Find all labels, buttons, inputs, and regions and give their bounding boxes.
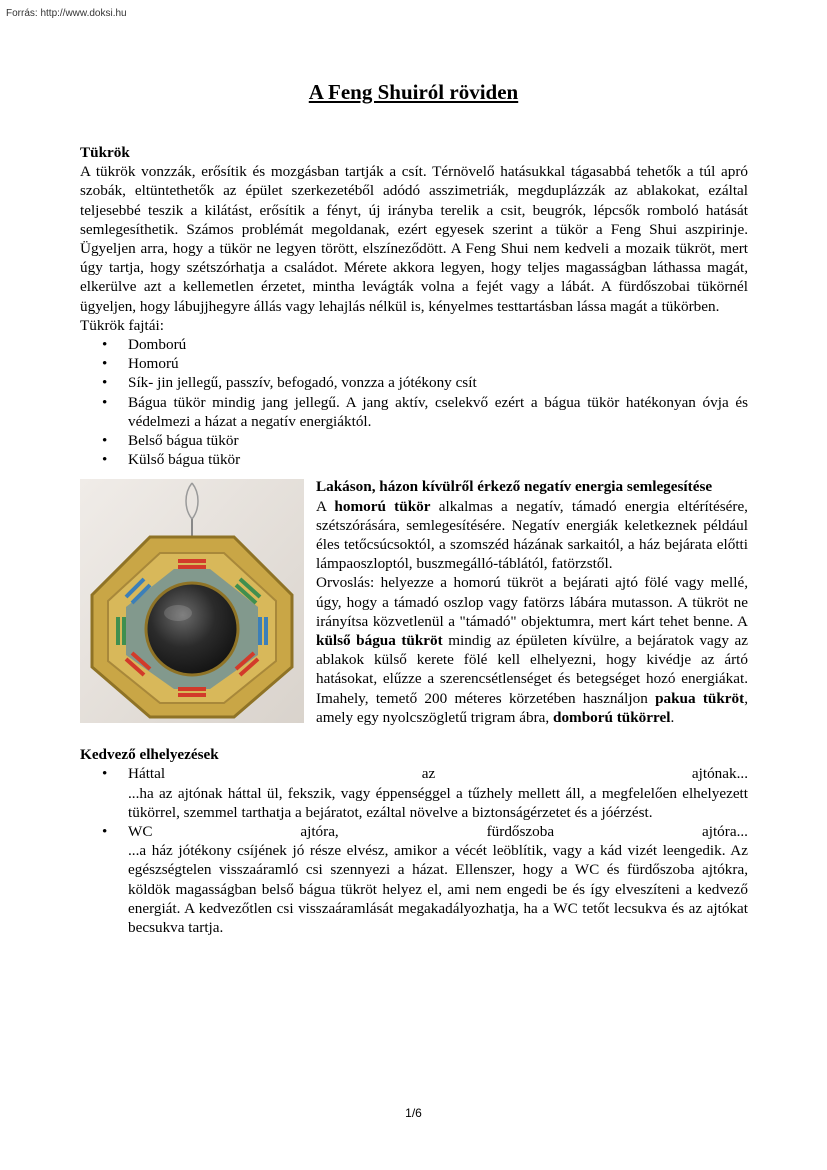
- section-heading-placements: Kedvező elhelyezések: [80, 746, 219, 764]
- text-run: .: [670, 708, 675, 726]
- text-run: • WC: [128, 822, 153, 840]
- text-run: az: [421, 765, 436, 783]
- page-number: 1/6: [405, 1106, 422, 1120]
- bold-term: pakua tükröt: [655, 689, 745, 707]
- item-text: ...a ház jótékony csíjének jó része elvész, amikor a vécét leöblítik, vagy a kád vizét leengedik. Az egészségtelen visszaáramló csi szennyezi a házat. Ellenszer, hogy a WC és fürdőszoba ajtókra, köldök magasságban belső bágua tükröt helyez el, ami nem engedi be és így elveszíteni a kedvező energiát. A kedvezőtlen csi visszaáramlását megakadályozhatja, ha a WC tetőt lecsukva és az ajtókat becsukva tartja.: [128, 842, 748, 936]
- item-title-line: [128, 764, 748, 783]
- item-text: ...ha az ajtónak háttal ül, fekszik, vagy éppenséggel a tűzhely mellett áll, a megfelelően elhelyezett tükörrel, szemmel tarthatja a bejáratot, ezáltal növelve a biztonságérzetet és a jóérzést.: [128, 784, 748, 821]
- section-heading-mirrors: Tükrök: [80, 144, 130, 161]
- mirror-types-list: [80, 335, 748, 469]
- bagua-mirror-picture: [80, 479, 304, 723]
- text-run: A: [316, 497, 335, 515]
- text-run: , amely egy nyolcszögletű trigram ábra,: [316, 689, 748, 726]
- bold-term: homorú tükör: [334, 497, 431, 515]
- list-item: • Bágua tükör mindig jang jellegű. A jang aktív, cselekvő ezért a bágua tükör hatékonyan óvja és védelmezi a házat a negatív energiáktól.: [128, 393, 748, 431]
- bold-term: domború tükörrel: [553, 708, 671, 726]
- mirror-types-label: Tükrök fajtái:: [80, 316, 164, 334]
- source-line: Forrás: http://www.doksi.hu: [6, 8, 127, 19]
- text-run: Orvoslás: helyezze a homorú tükröt a bejárati ajtó fölé vagy mellé, úgy, hogy a támadó oszlop vagy fatörzs lábára mutasson. A tükröt ne irányítsa közvetlenül a "támadó" objektumra, mert kárt tehet benne. A: [316, 574, 748, 630]
- mirrors-paragraph: A tükrök vonzzák, erősítik és mozgásban tartják a csít. Térnövelő hatásukkal tágasabbá tehetők a túl apró szobák, eltüntethetők az épület szerkezetéből adódó asszimetriák, megduplázzák az ablakokat, ezáltal teljesebbé teszik a kilátást, erősítik a fényt, új irányba terelik a csit, beugrók, lépcsők romboló hatását semlegesíthetik. Számos problémát megoldanak, ezért egyesek szerint a tükör a Feng Shui aszpirinje. Ügyeljen arra, hogy a tükör ne legyen törött, elszíneződött. A Feng Shui nem kedveli a mozaik tükröt, mert úgy tartja, hogy szétszórhatja a családot. Mérete akkora legyen, hogy teljes magasságban láthassa magát, elkerülve azt a kellemetlen érzetet, mintha levágták volna a fejét vagy a lábát. A fürdőszobai tükörnél ügyeljen, hogy lábujjhegyre állás vagy lehajlás nélkül is, kényelmes testtartásban lássa magát a tükörben.: [80, 163, 748, 315]
- list-item: • Domború: [128, 335, 748, 354]
- text-run: alkalmas a negatív, támadó energia eltérítésére, szétszórására, semlegesítésére. Negatív energiák keletkeznek például éles tetőcsúcsoktól, a szomszéd házának sarkaitól, a ház bejárata előtti lámpaoszloptól, buszmegálló-táblától, fatörzstől.: [316, 497, 748, 573]
- list-item: [128, 822, 748, 937]
- document-body: [80, 143, 748, 937]
- list-item: • Belső bágua tükör: [128, 431, 748, 450]
- list-item: • Külső bágua tükör: [128, 450, 748, 469]
- placements-list: [80, 764, 748, 937]
- list-item: • Sík- jin jellegű, passzív, befogadó, vonzza a jótékony csít: [128, 373, 748, 392]
- text-run: ajtóra...: [702, 822, 748, 840]
- text-run: ajtóra,: [300, 822, 339, 840]
- list-item: [128, 764, 748, 822]
- bagua-mirror-image: [80, 479, 304, 723]
- text-run: mindig az épületen kívülre, a bejáratok vagy az ablakok külső kerete fölé kell elhelyezni, hogy kivédje az ártó hatásokat, elűzze a szerencsétlenséget és betegséget hozó energiákat. Imahely, temető 200 méteres körzetében használjon: [316, 632, 748, 707]
- page-title: A Feng Shuiról röviden: [308, 80, 519, 104]
- text-run: fürdőszoba: [486, 822, 555, 840]
- text-run: • Háttal: [128, 765, 166, 783]
- list-item: • Homorú: [128, 354, 748, 373]
- text-run: ajtónak...: [691, 765, 748, 783]
- bold-term: külső bágua tükröt: [316, 632, 443, 650]
- item-title-line: [128, 822, 748, 841]
- section-heading-negative-energy: Lakáson, házon kívülről érkező negatív energia semlegesítése: [316, 478, 713, 496]
